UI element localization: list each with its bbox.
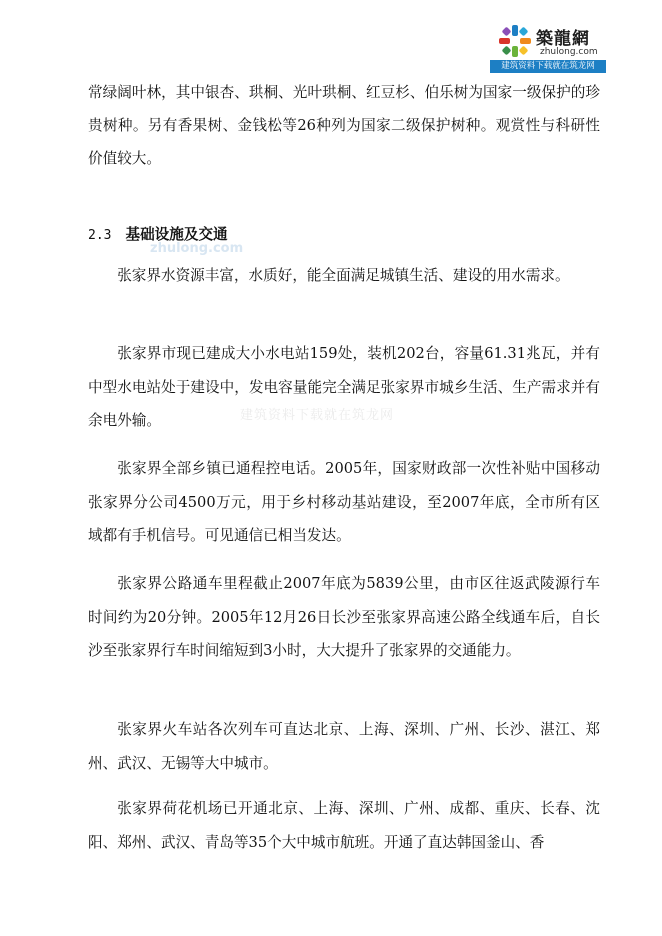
paragraph-airport-text: 张家界荷花机场已开通北京、上海、深圳、广州、成都、重庆、长春、沈阳、郑州、武汉、青岛等35个大中城市航班。开通了直达韩国釜山、香 (88, 800, 600, 851)
logo-slogan: 建筑资料下载就在筑龙网 (490, 60, 606, 73)
intro-text: 常绿阔叶林，其中银杏、珙桐、光叶珙桐、红豆杉、伯乐树为国家一级保护的珍贵树种。另有香果树、金钱松等26种列为国家二级保护树种。观赏性与科研性价值较大。 (88, 84, 600, 167)
paragraph-power-text: 张家界市现已建成大小水电站159处，装机202台，容量61.31兆瓦，并有中型水电站处于建设中，发电容量能完全满足张家界市城乡生活、生产需求并有余电外输。 (88, 345, 600, 429)
paragraph-roads-text: 张家界公路通车里程截止2007年底为5839公里，由市区往返武陵源行车时间约为20分钟。2005年12月26日长沙至张家界高速公路全线通车后，自长沙至张家界行车时间缩短到3小时，大大提升了张家界的交通能力。 (88, 575, 600, 659)
zhulong-logo (498, 20, 604, 76)
paragraph-rail (88, 713, 600, 780)
section-title: 基础设施及交通 (125, 226, 228, 243)
paragraph-telecom (88, 452, 600, 553)
logo-name: 築龍網 (536, 29, 590, 49)
paragraph-water (88, 259, 600, 293)
paragraph-rail-text: 张家界火车站各次列车可直达北京、上海、深圳、广州、长沙、湛江、郑州、武汉、无锡等大中城市。 (88, 721, 600, 772)
section-number: 2.3 (88, 228, 112, 243)
paragraph-telecom-text: 张家界全部乡镇已通程控电话。2005年，国家财政部一次性补贴中国移动张家界分公司4500万元，用于乡村移动基站建设，至2007年底，全市所有区域都有手机信号。可见通信已相当发达。 (88, 460, 600, 544)
paragraph-water-text: 张家界水资源丰富，水质好，能全面满足城镇生活、建设的用水需求。 (117, 267, 570, 284)
paragraph-roads (88, 567, 600, 668)
paragraph-airport (88, 792, 600, 859)
logo-domain: zhulong.com (540, 47, 598, 57)
logo-pinwheel-icon (498, 24, 532, 58)
watermark-faint: 建筑资料下载就在筑龙网 (240, 408, 395, 423)
intro-paragraph (88, 76, 600, 175)
watermark-site: zhulong.com (150, 241, 244, 256)
